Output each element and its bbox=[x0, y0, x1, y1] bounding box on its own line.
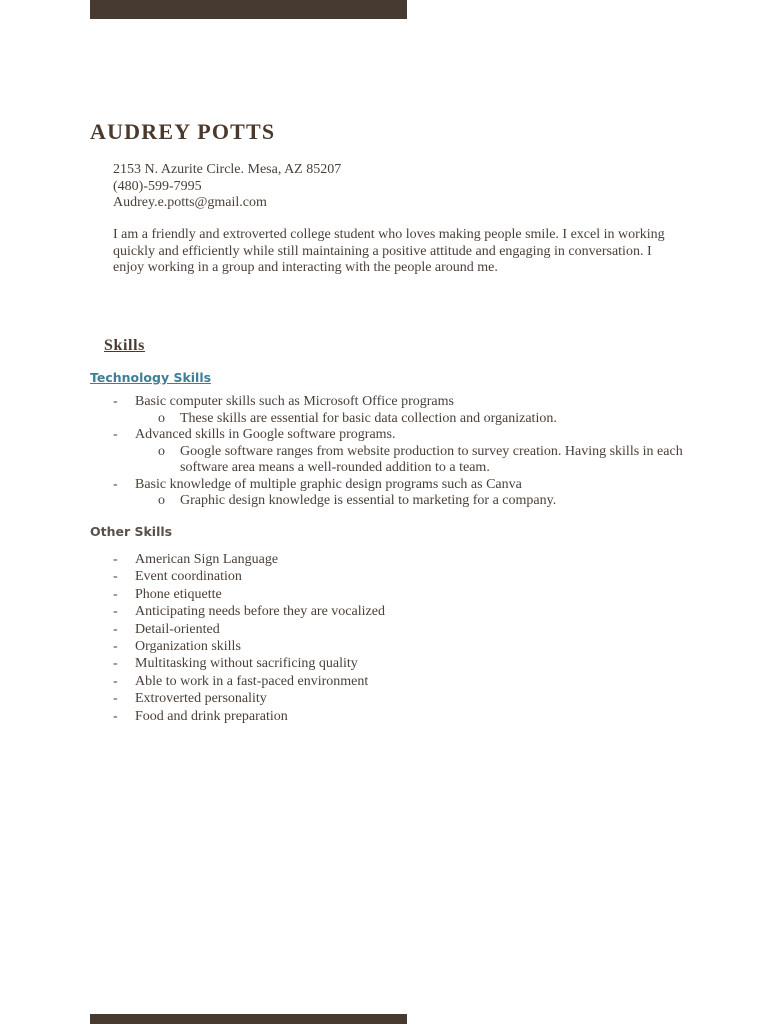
list-item bbox=[113, 477, 693, 510]
technology-skills-heading[interactable]: Technology Skills bbox=[90, 370, 212, 385]
list-item bbox=[113, 709, 385, 726]
sub-list bbox=[135, 493, 693, 510]
dash-bullet: - bbox=[113, 586, 118, 602]
list-item bbox=[113, 674, 385, 691]
dash-bullet: - bbox=[113, 394, 118, 409]
list-item-text: Event coordination bbox=[135, 569, 242, 585]
dash-bullet: - bbox=[113, 476, 118, 492]
contact-email[interactable]: Audrey.e.potts@gmail.com bbox=[113, 195, 267, 210]
sub-list bbox=[135, 444, 693, 477]
list-item-text: Detail-oriented bbox=[135, 621, 220, 637]
sub-list-item-text: These skills are essential for basic data collection and organization. bbox=[180, 410, 557, 426]
dash-bullet: - bbox=[113, 708, 118, 724]
dash-bullet: - bbox=[113, 569, 118, 585]
list-item bbox=[113, 656, 385, 673]
circle-bullet: o bbox=[158, 443, 165, 459]
top-decorative-bar bbox=[90, 0, 407, 19]
list-item bbox=[113, 639, 385, 656]
list-item bbox=[113, 622, 385, 639]
list-item-text: Basic computer skills such as Microsoft Office programs bbox=[135, 394, 454, 409]
other-skills-list bbox=[113, 552, 385, 726]
sub-list-item bbox=[135, 411, 693, 428]
list-item-text: Advanced skills in Google software programs. bbox=[135, 427, 396, 442]
list-item bbox=[113, 569, 385, 586]
list-item-text: Food and drink preparation bbox=[135, 708, 288, 724]
list-item-text: Basic knowledge of multiple graphic design programs such as Canva bbox=[135, 476, 522, 492]
sub-list-item-text: Google software ranges from website production to survey creation. Having skills in each software area means a well-rounded addition to a team. bbox=[180, 443, 683, 475]
dash-bullet: - bbox=[113, 621, 118, 637]
list-item bbox=[113, 604, 385, 621]
contact-block bbox=[113, 162, 341, 212]
list-item-text: Anticipating needs before they are vocalized bbox=[135, 604, 385, 620]
list-item-text: Multitasking without sacrificing quality bbox=[135, 656, 358, 672]
other-skills-heading: Other Skills bbox=[90, 524, 173, 539]
dash-bullet: - bbox=[113, 673, 118, 689]
resume-name: AUDREY POTTS bbox=[90, 119, 276, 144]
list-item bbox=[113, 552, 385, 569]
sub-list-item bbox=[135, 444, 693, 477]
list-item bbox=[113, 394, 693, 427]
list-item bbox=[113, 427, 693, 477]
circle-bullet: o bbox=[158, 410, 165, 426]
list-item-text: American Sign Language bbox=[135, 552, 279, 567]
sub-list-item-text: Graphic design knowledge is essential to marketing for a company. bbox=[180, 493, 557, 508]
contact-phone: (480)-599-7995 bbox=[113, 178, 202, 194]
dash-bullet: - bbox=[113, 656, 118, 672]
summary-paragraph: I am a friendly and extroverted college student who loves making people smile. I excel in working quickly and efficiently while still maintaining a positive attitude and engaging in conversation. I enjoy working in a group and interacting with the people around me. bbox=[113, 227, 665, 275]
dash-bullet: - bbox=[113, 691, 118, 707]
list-item-text: Extroverted personality bbox=[135, 691, 267, 707]
bottom-decorative-bar bbox=[90, 1014, 407, 1024]
skills-heading: Skills bbox=[104, 337, 145, 354]
circle-bullet: o bbox=[158, 493, 165, 508]
dash-bullet: - bbox=[113, 638, 118, 654]
list-item-text: Organization skills bbox=[135, 638, 241, 654]
list-item-text: Phone etiquette bbox=[135, 586, 222, 602]
sub-list bbox=[135, 411, 693, 428]
list-item bbox=[113, 691, 385, 708]
dash-bullet: - bbox=[113, 427, 118, 442]
dash-bullet: - bbox=[113, 604, 118, 620]
list-item-text: Able to work in a fast-paced environment bbox=[135, 673, 369, 689]
list-item bbox=[113, 587, 385, 604]
sub-list-item bbox=[135, 493, 693, 510]
dash-bullet: - bbox=[113, 552, 118, 567]
contact-address: 2153 N. Azurite Circle. Mesa, AZ 85207 bbox=[113, 162, 342, 177]
technology-skills-list bbox=[113, 394, 693, 510]
